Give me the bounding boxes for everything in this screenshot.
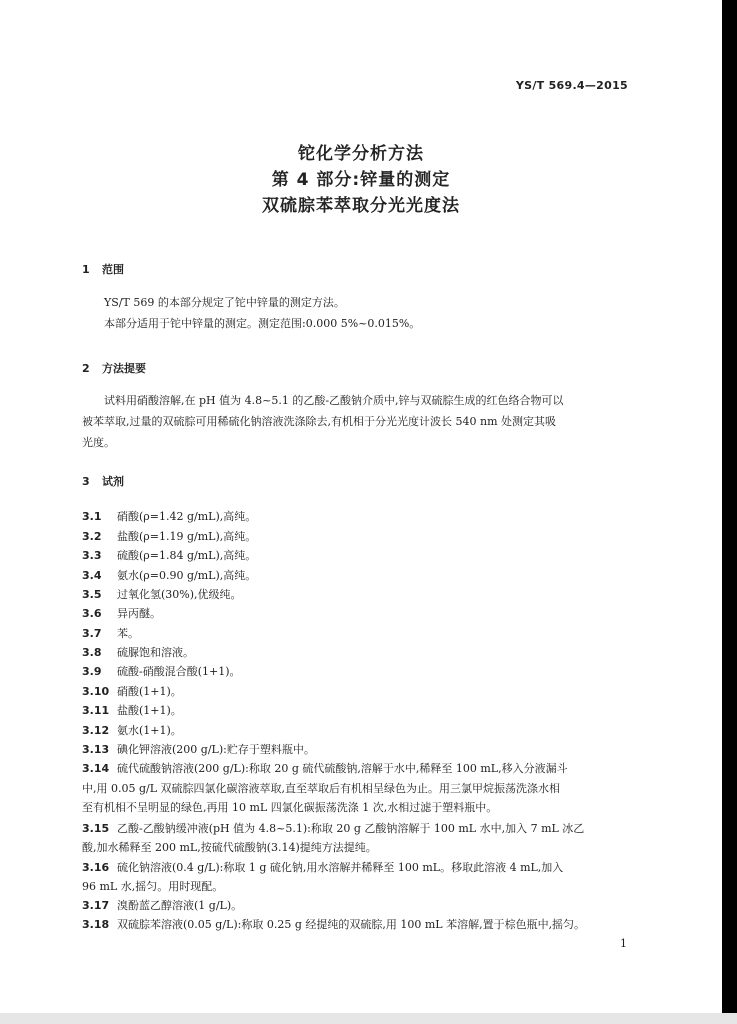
section-heading-scope: [82, 261, 124, 277]
scope-line: 本部分适用于铊中锌量的测定。测定范围:0.000 5%~0.015%。: [104, 317, 421, 330]
reagent-item: 3.11 盐酸(1+1)。: [82, 704, 182, 717]
reagent-item: 3.16 硫化钠溶液(0.4 g/L):称取 1 g 硫化钠,用水溶解并稀释至 100 mL。移取此溶液 4 mL,加入: [82, 861, 564, 874]
principle-line: 光度。: [82, 436, 115, 449]
scope-paragraph: [82, 292, 642, 334]
reagent-item: 3.18 双硫腙苯溶液(0.05 g/L):称取 0.25 g 经提纯的双硫腙,用 100 mL 苯溶解,置于棕色瓶中,摇匀。: [82, 918, 586, 931]
reagent-continuation: 酸,加水稀释至 200 mL,按硫代硫酸钠(3.14)提纯方法提纯。: [82, 841, 377, 854]
section-title: 方法提要: [102, 362, 146, 375]
bottom-scroll-strip: [0, 1013, 737, 1024]
reagent-item: 3.13 碘化钾溶液(200 g/L):贮存于塑料瓶中。: [82, 743, 315, 756]
reagent-item: 3.10 硝酸(1+1)。: [82, 685, 182, 698]
reagent-item: 3.9 硫酸-硝酸混合酸(1+1)。: [82, 665, 241, 678]
section-title: 试剂: [102, 475, 124, 488]
reagent-item: 3.7 苯。: [82, 627, 139, 640]
title-line-2: 第 4 部分:锌量的测定: [271, 170, 451, 190]
reagent-item: 3.1 硝酸(ρ=1.42 g/mL),高纯。: [82, 510, 257, 523]
reagent-continuation: 96 mL 水,摇匀。用时现配。: [82, 880, 224, 893]
section-heading-principle: [82, 360, 146, 376]
title-line-1: 铊化学分析方法: [298, 144, 424, 164]
reagent-continuation: 中,用 0.05 g/L 双硫腙四氯化碳溶液萃取,直至萃取后有机相呈绿色为止。用三氯甲烷振荡洗涤水相: [82, 782, 561, 795]
reagent-item: 3.2 盐酸(ρ=1.19 g/mL),高纯。: [82, 530, 257, 543]
section-title: 范围: [102, 263, 124, 276]
document-title: [0, 141, 722, 219]
principle-paragraph: [82, 390, 642, 453]
reagent-item: 3.3 硫酸(ρ=1.84 g/mL),高纯。: [82, 549, 257, 562]
reagent-item: 3.15 乙酸-乙酸钠缓冲液(pH 值为 4.8~5.1):称取 20 g 乙酸钠溶解于 100 mL 水中,加入 7 mL 冰乙: [82, 822, 585, 835]
reagent-item: 3.4 氨水(ρ=0.90 g/mL),高纯。: [82, 569, 257, 582]
section-heading-reagents: [82, 473, 124, 489]
section-number: 2: [82, 362, 90, 375]
reagent-item: 3.6 异丙醚。: [82, 607, 161, 620]
principle-line: 被苯萃取,过量的双硫腙可用稀硫化钠溶液洗涤除去,有机相于分光光度计波长 540 nm 处测定其吸: [82, 415, 556, 428]
section-number: 3: [82, 475, 90, 488]
reagent-item: 3.12 氨水(1+1)。: [82, 724, 182, 737]
principle-line: 试料用硝酸溶解,在 pH 值为 4.8~5.1 的乙酸-乙酸钠介质中,锌与双硫腙生成的红色络合物可以: [104, 394, 564, 407]
reagent-item: 3.5 过氧化氢(30%),优级纯。: [82, 588, 242, 601]
reagent-continuation: 至有机相不呈明显的绿色,再用 10 mL 四氯化碳振荡洗涤 1 次,水相过滤于塑料瓶中。: [82, 801, 498, 814]
standard-number: YS/T 569.4—2015: [515, 79, 628, 92]
scope-line: YS/T 569 的本部分规定了铊中锌量的测定方法。: [104, 296, 345, 309]
title-line-3: 双硫腙苯萃取分光光度法: [262, 196, 460, 216]
window-edge-bar: [722, 0, 737, 1024]
section-number: 1: [82, 263, 90, 276]
reagent-item: 3.14 硫代硫酸钠溶液(200 g/L):称取 20 g 硫代硫酸钠,溶解于水中,稀释至 100 mL,移入分液漏斗: [82, 762, 568, 775]
reagent-item: 3.17 溴酚蓝乙醇溶液(1 g/L)。: [82, 899, 243, 912]
page-number: 1: [620, 937, 627, 950]
reagent-item: 3.8 硫脲饱和溶液。: [82, 646, 194, 659]
